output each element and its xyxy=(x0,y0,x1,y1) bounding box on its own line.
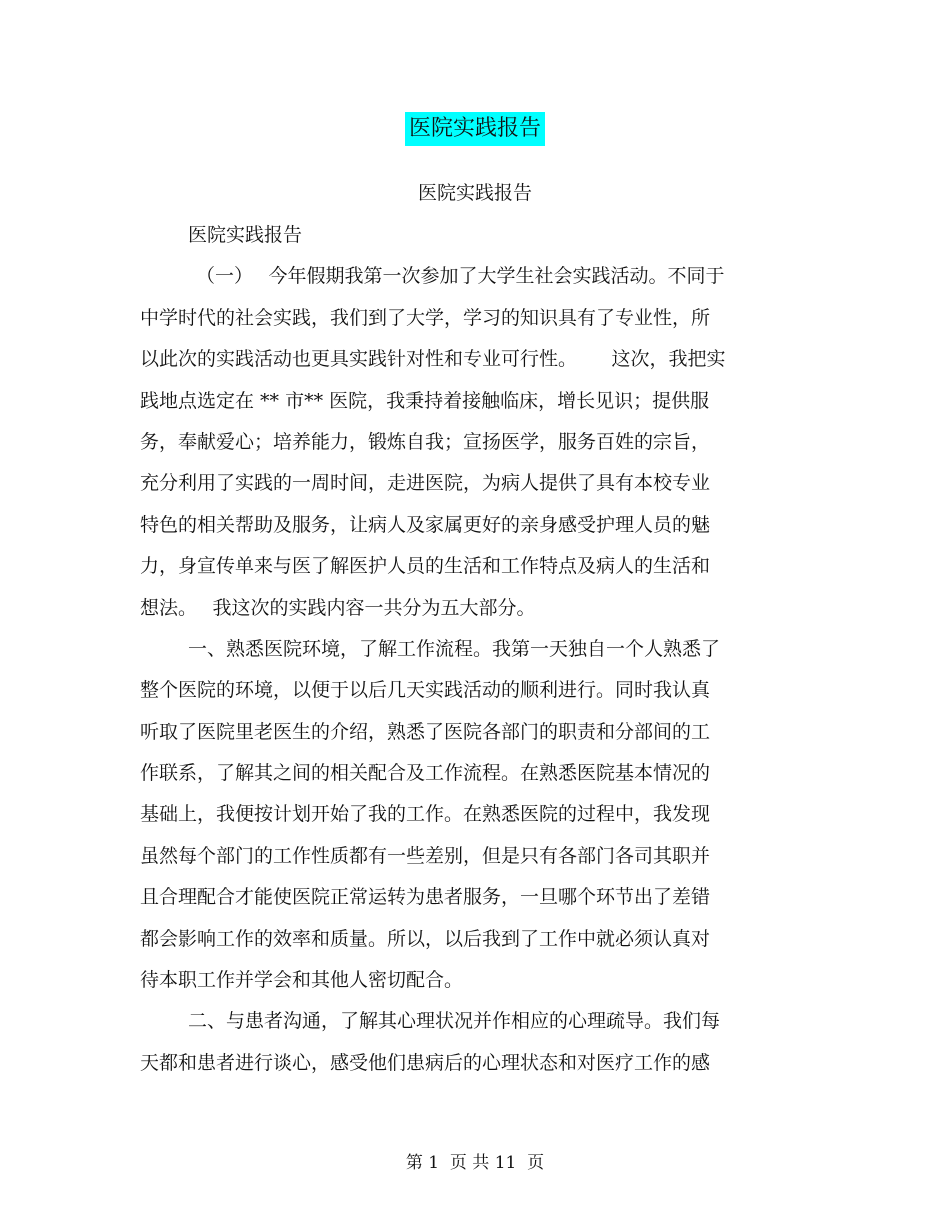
text-line: 都会影响工作的效率和质量。所以，以后我到了工作中就必须认真对 xyxy=(140,927,711,950)
text-line: 医院实践报告 xyxy=(188,224,303,246)
document-subtitle: 医院实践报告 xyxy=(417,182,532,204)
text-line: 天都和患者进行谈心，感受他们患病后的心理状态和对医疗工作的感 xyxy=(140,1051,711,1074)
page-footer: 第 1 页 共 11 页 xyxy=(405,1153,545,1173)
text-line: 听取了医院里老医生的介绍，熟悉了医院各部门的职责和分部间的工 xyxy=(140,720,711,743)
text-line: 整个医院的环境，以便于以后几天实践活动的顺利进行。同时我认真 xyxy=(140,679,711,702)
document-title: 医院实践报告 xyxy=(405,112,545,146)
text-line: 基础上，我便按计划开始了我的工作。在熟悉医院的过程中，我发现 xyxy=(140,803,711,826)
text-line: 二、与患者沟通，了解其心理状况并作相应的心理疏导。我们每 xyxy=(188,1010,721,1033)
text-line: （一） 今年假期我第一次参加了大学生社会实践活动。不同于 xyxy=(196,265,725,288)
text-line: 践地点选定在 ** 市** 医院，我秉持着接触临床，增长见识；提供服 xyxy=(140,389,710,412)
title-container xyxy=(0,112,950,146)
text-line: 特色的相关帮助及服务，让病人及家属更好的亲身感受护理人员的魅 xyxy=(140,513,711,536)
text-line: 待本职工作并学会和其他人密切配合。 xyxy=(140,969,464,992)
document-body xyxy=(140,219,800,1088)
text-line: 且合理配合才能使医院正常运转为患者服务，一旦哪个环节出了差错 xyxy=(140,886,711,909)
text-line: 以此次的实践活动也更具实践针对性和专业可行性。 这次，我把实 xyxy=(140,348,726,371)
text-line: 中学时代的社会实践，我们到了大学，学习的知识具有了专业性，所 xyxy=(140,306,711,329)
text-line: 充分利用了实践的一周时间，走进医院，为病人提供了具有本校专业 xyxy=(140,472,711,495)
text-line: 想法。 我这次的实践内容一共分为五大部分。 xyxy=(140,596,536,619)
text-line: 虽然每个部门的工作性质都有一些差别，但是只有各部门各司其职并 xyxy=(140,844,711,867)
text-line: 力，身宣传单来与医了解医护人员的生活和工作特点及病人的生活和 xyxy=(140,555,711,578)
text-line: 一、熟悉医院环境，了解工作流程。我第一天独自一个人熟悉了 xyxy=(188,637,721,660)
text-line: 作联系，了解其之间的相关配合及工作流程。在熟悉医院基本情况的 xyxy=(140,762,711,785)
text-line: 务，奉献爱心；培养能力，锻炼自我；宣扬医学，服务百姓的宗旨， xyxy=(140,430,711,453)
